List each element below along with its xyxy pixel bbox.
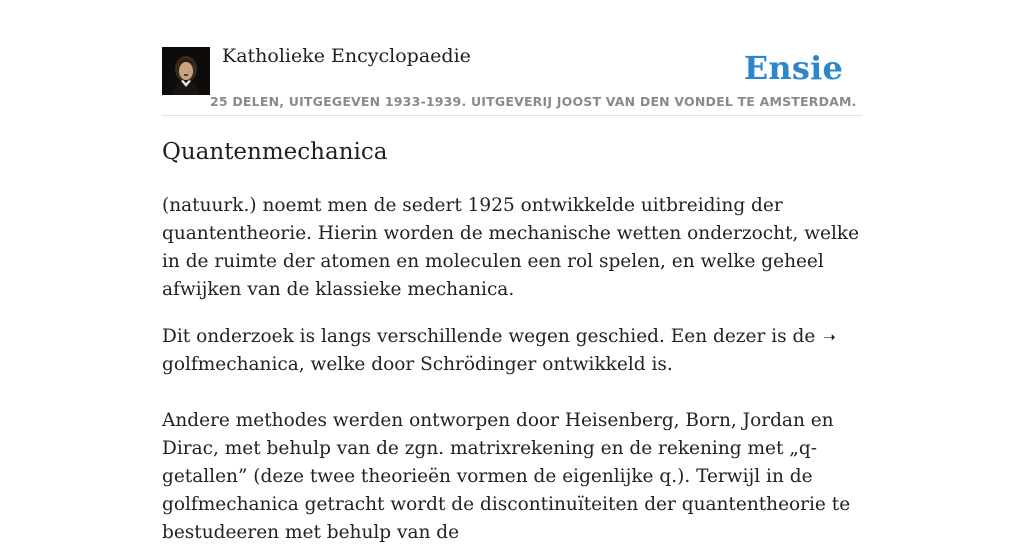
article-body — [162, 192, 862, 547]
publication-subtitle: 25 DELEN, UITGEGEVEN 1933-1939. UITGEVERIJ JOOST VAN DEN VONDEL TE AMSTERDAM. — [210, 94, 857, 109]
golfmechanica-link[interactable]: golfmechanica — [162, 354, 299, 375]
header-divider — [162, 115, 862, 116]
article-title: Quantenmechanica — [162, 139, 388, 165]
ensie-logo[interactable]: Ensie — [743, 49, 843, 87]
cross-reference-arrow-icon: ➝ — [823, 328, 836, 346]
paragraph-2-text-before: Dit onderzoek is langs verschillende wegen geschied. Een dezer is de — [162, 326, 822, 347]
site-title[interactable]: Katholieke Encyclopaedie — [222, 45, 471, 67]
avatar[interactable] — [162, 47, 210, 95]
portrait-icon — [162, 47, 210, 95]
article-paragraph-1: (natuurk.) noemt men de sedert 1925 ontwikkelde uitbreiding der quantentheorie. Hierin worden de mechanische wetten onderzocht, welke in de ruimte der atomen en moleculen een rol spelen, en welke geheel afwijken van de klassieke mechanica. — [162, 195, 860, 300]
article-paragraph-2 — [162, 323, 862, 379]
article-paragraph-3: Andere methodes werden ontworpen door Heisenberg, Born, Jordan en Dirac, met behulp van de zgn. matrixrekening en de rekening met „q-getallen” (deze twee theorieën vormen de eigenlijke q.). Terwijl in de golfmechanica getracht wordt de discontinuïteiten der quantentheorie te bestudeeren met behulp van de — [162, 410, 851, 543]
page — [162, 0, 862, 543]
paragraph-2-text-after: , welke door Schrödinger ontwikkeld is. — [298, 354, 673, 375]
